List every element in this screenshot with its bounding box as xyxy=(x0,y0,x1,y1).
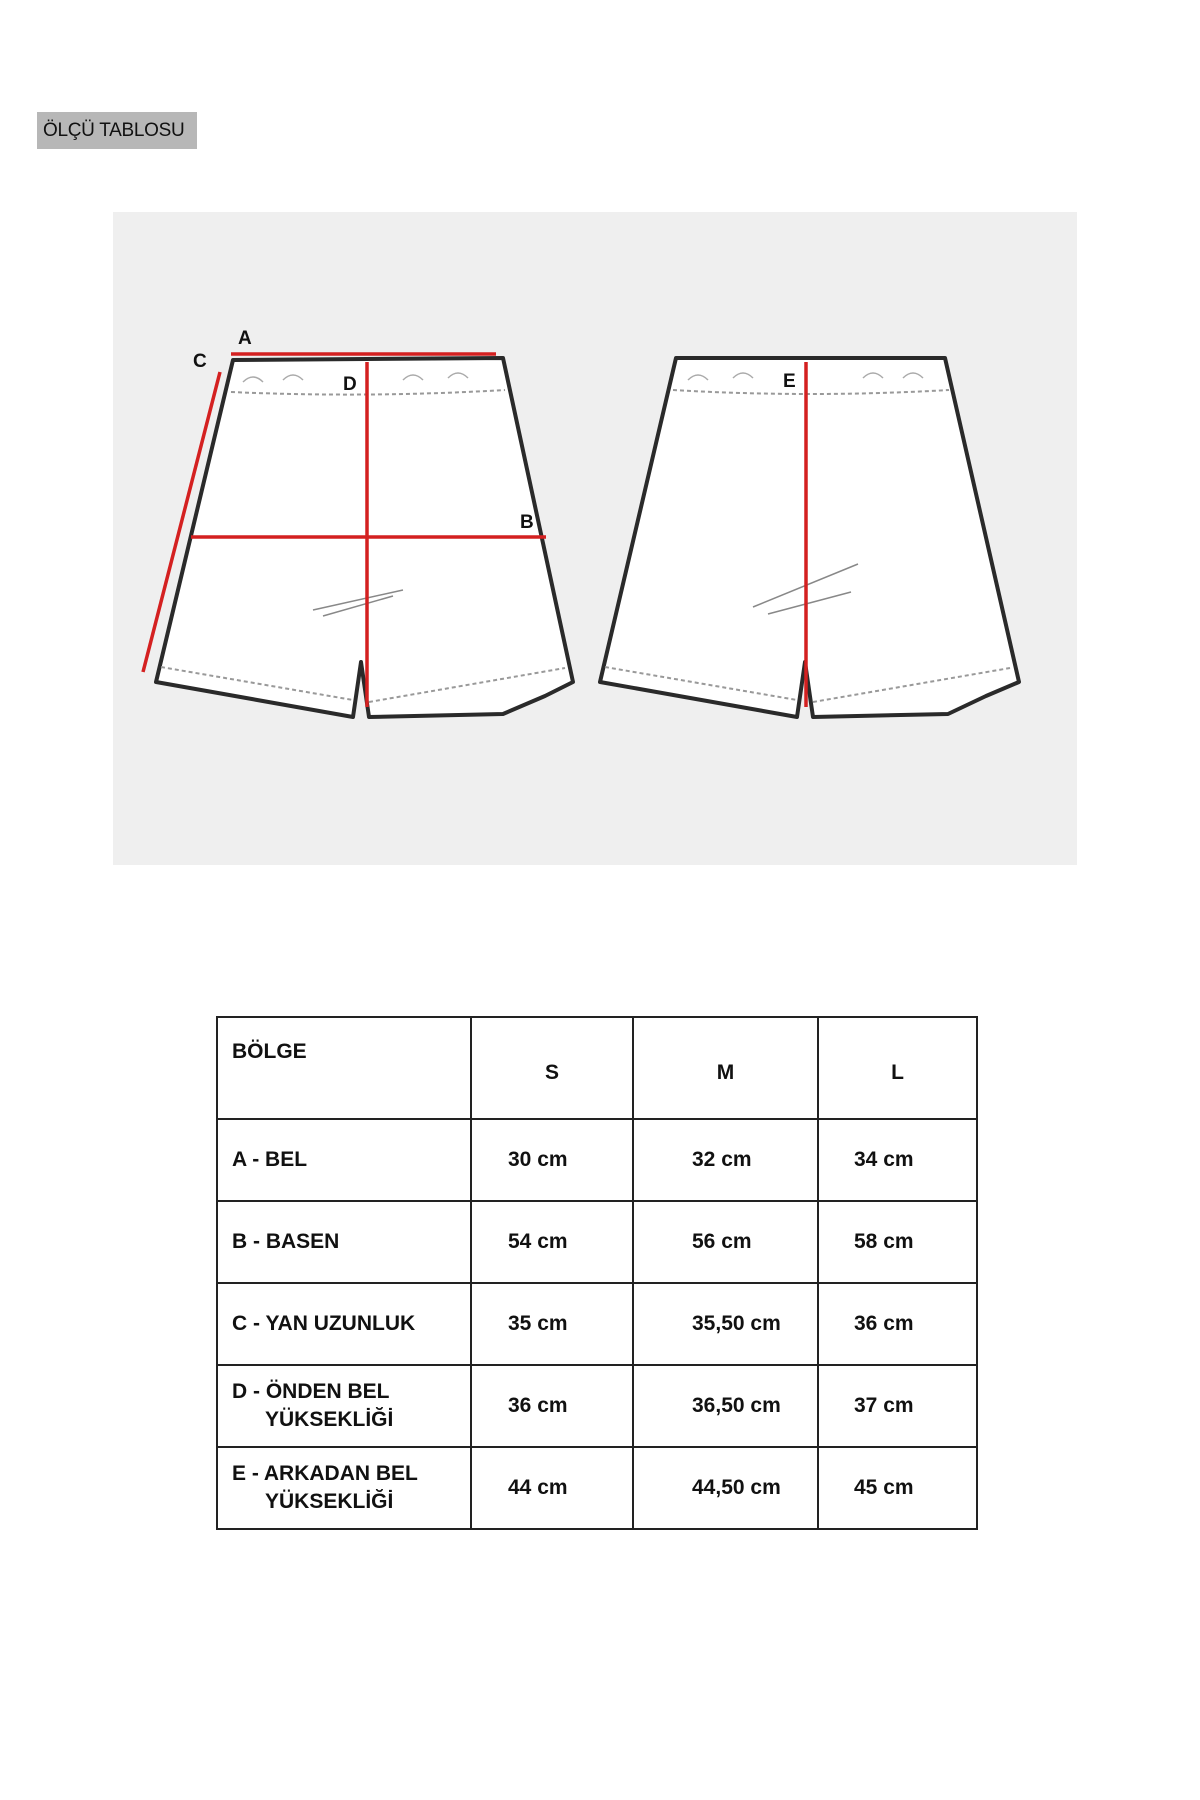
back-shorts xyxy=(600,358,1019,717)
table-row xyxy=(217,1447,977,1529)
table-row xyxy=(217,1119,977,1201)
header-size-l: L xyxy=(818,1017,977,1119)
value-s: 54 cm xyxy=(471,1201,633,1283)
value-m: 36,50 cm xyxy=(633,1365,818,1447)
region-label: E - ARKADAN BEL xyxy=(232,1462,418,1485)
region-label: D - ÖNDEN BEL xyxy=(232,1380,390,1403)
label-b: B xyxy=(520,512,534,533)
size-chart-table xyxy=(216,1016,978,1530)
table-row xyxy=(217,1365,977,1447)
header-size-m: M xyxy=(633,1017,818,1119)
header-size-s: S xyxy=(471,1017,633,1119)
shorts-diagram-svg xyxy=(113,212,1077,865)
back-shorts-outline xyxy=(600,358,1019,717)
value-l: 58 cm xyxy=(818,1201,977,1283)
region-label: A - BEL xyxy=(232,1148,308,1171)
table-row xyxy=(217,1283,977,1365)
value-s: 35 cm xyxy=(471,1283,633,1365)
region-cell xyxy=(217,1201,471,1283)
value-s: 36 cm xyxy=(471,1365,633,1447)
value-l: 37 cm xyxy=(818,1365,977,1447)
label-c: C xyxy=(193,351,207,372)
value-l: 45 cm xyxy=(818,1447,977,1529)
value-m: 44,50 cm xyxy=(633,1447,818,1529)
value-m: 35,50 cm xyxy=(633,1283,818,1365)
value-m: 56 cm xyxy=(633,1201,818,1283)
table-row xyxy=(217,1201,977,1283)
value-s: 30 cm xyxy=(471,1119,633,1201)
label-e: E xyxy=(783,371,796,392)
region-label: B - BASEN xyxy=(232,1230,340,1253)
region-cell xyxy=(217,1119,471,1201)
region-label: C - YAN UZUNLUK xyxy=(232,1312,416,1335)
region-label-line2: YÜKSEKLİĞİ xyxy=(265,1408,394,1431)
value-l: 34 cm xyxy=(818,1119,977,1201)
front-shorts xyxy=(143,328,573,717)
region-cell xyxy=(217,1447,471,1529)
table-header-row xyxy=(217,1017,977,1119)
measurement-diagram xyxy=(113,212,1077,865)
region-cell xyxy=(217,1283,471,1365)
region-cell xyxy=(217,1365,471,1447)
region-label-line2: YÜKSEKLİĞİ xyxy=(265,1490,394,1513)
label-a: A xyxy=(238,328,252,349)
label-d: D xyxy=(343,374,357,395)
value-l: 36 cm xyxy=(818,1283,977,1365)
header-region: BÖLGE xyxy=(217,1017,471,1119)
value-s: 44 cm xyxy=(471,1447,633,1529)
value-m: 32 cm xyxy=(633,1119,818,1201)
page-title: ÖLÇÜ TABLOSU xyxy=(37,112,197,149)
